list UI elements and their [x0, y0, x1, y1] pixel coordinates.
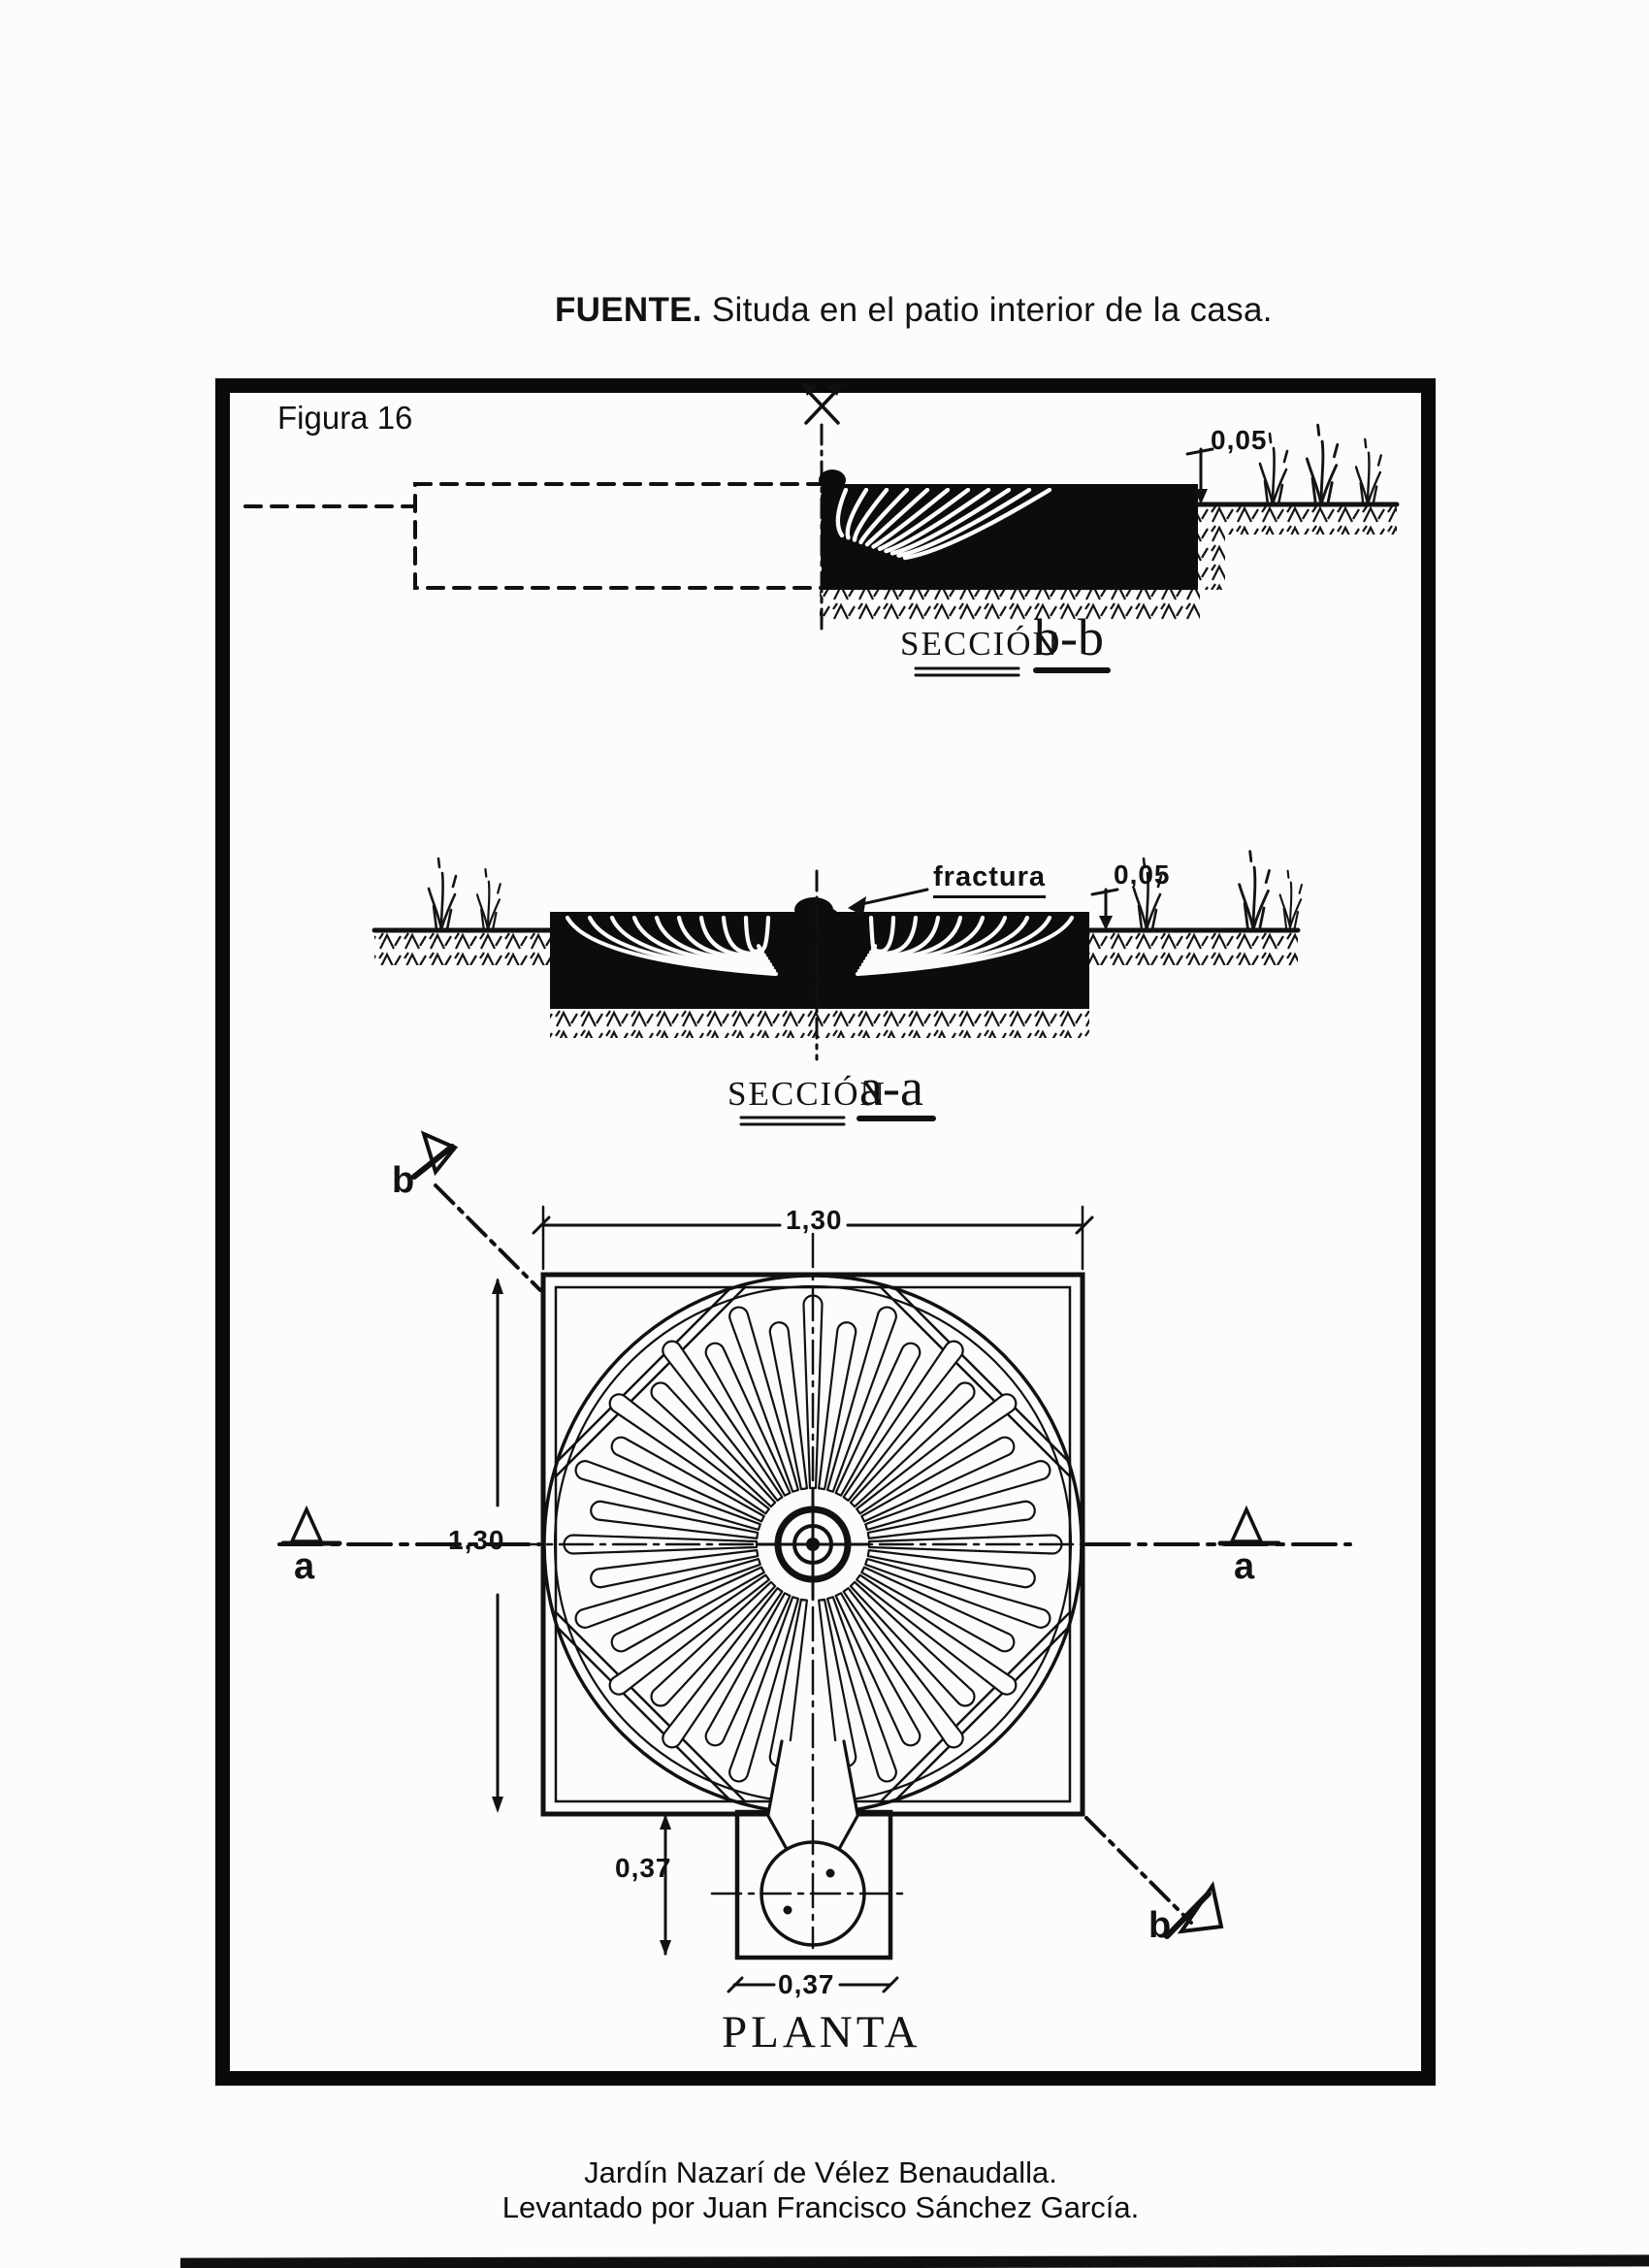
marker-a-left-label: a	[294, 1546, 315, 1587]
caption-line-1: Jardín Nazarí de Vélez Benaudalla.	[584, 2155, 1057, 2189]
spout-dim-left	[660, 1814, 671, 1956]
caption-line-2: Levantado por Juan Francisco Sánchez García.	[501, 2189, 1140, 2224]
aa-label-underlines	[741, 1118, 933, 1124]
bb-label-underlines	[916, 668, 1108, 675]
section-aa-label-word: SECCIÓN	[728, 1075, 887, 1113]
grass-icon	[1307, 425, 1337, 504]
marker-a-right-label: a	[1234, 1546, 1255, 1587]
aa-dim-graphic	[1092, 890, 1117, 930]
ground-hatch	[550, 1009, 1089, 1038]
plan-title-label: PLANTA	[722, 2007, 922, 2057]
fractura-label: fractura	[933, 861, 1046, 898]
ground-hatch	[1089, 932, 1298, 965]
grass-icon	[477, 869, 501, 929]
fractura-arrow	[848, 890, 927, 916]
cut-mark-icon	[801, 382, 843, 423]
ground-hatch	[1198, 506, 1397, 535]
caption	[0, 2155, 1641, 2225]
figure-number-label: Figura 16	[277, 400, 413, 436]
grass-icon	[1240, 852, 1270, 929]
spout-dim-width-label: 0,37	[778, 1969, 835, 1999]
plan-dim-height-label: 1,30	[448, 1525, 505, 1555]
marker-b-top-label: b	[392, 1160, 415, 1201]
ground-hatch	[820, 590, 1200, 620]
plan-drawing	[279, 1134, 1350, 1992]
grass-icon	[1356, 439, 1381, 504]
spout-dim-height-label: 0,37	[615, 1853, 672, 1883]
ground-hatch	[374, 932, 550, 965]
section-aa-label-name: a-a	[859, 1058, 923, 1117]
spout-dot	[826, 1869, 835, 1878]
bb-hidden-outline	[415, 484, 823, 588]
section-line-a-right	[1086, 1509, 1350, 1544]
plan-dim-width-label: 1,30	[786, 1205, 843, 1235]
page-title-bold: FUENTE.	[555, 291, 702, 329]
ground-hatch	[1198, 535, 1225, 590]
section-aa-dim-label: 0,05	[1114, 859, 1171, 890]
grass-icon	[429, 859, 456, 929]
section-line-b-top	[414, 1134, 540, 1290]
section-bb-dim-label: 0,05	[1211, 425, 1268, 455]
marker-b-bottom-label: b	[1148, 1905, 1172, 1946]
section-bb-label-word: SECCIÓN	[900, 625, 1059, 663]
scan-edge-band	[180, 2254, 1649, 2268]
spout-dot	[784, 1906, 792, 1915]
section-bb-label-name: b-b	[1034, 608, 1104, 666]
grass-icon	[1280, 871, 1302, 927]
page-title-rest: Situda en el patio interior de la casa.	[701, 291, 1273, 329]
